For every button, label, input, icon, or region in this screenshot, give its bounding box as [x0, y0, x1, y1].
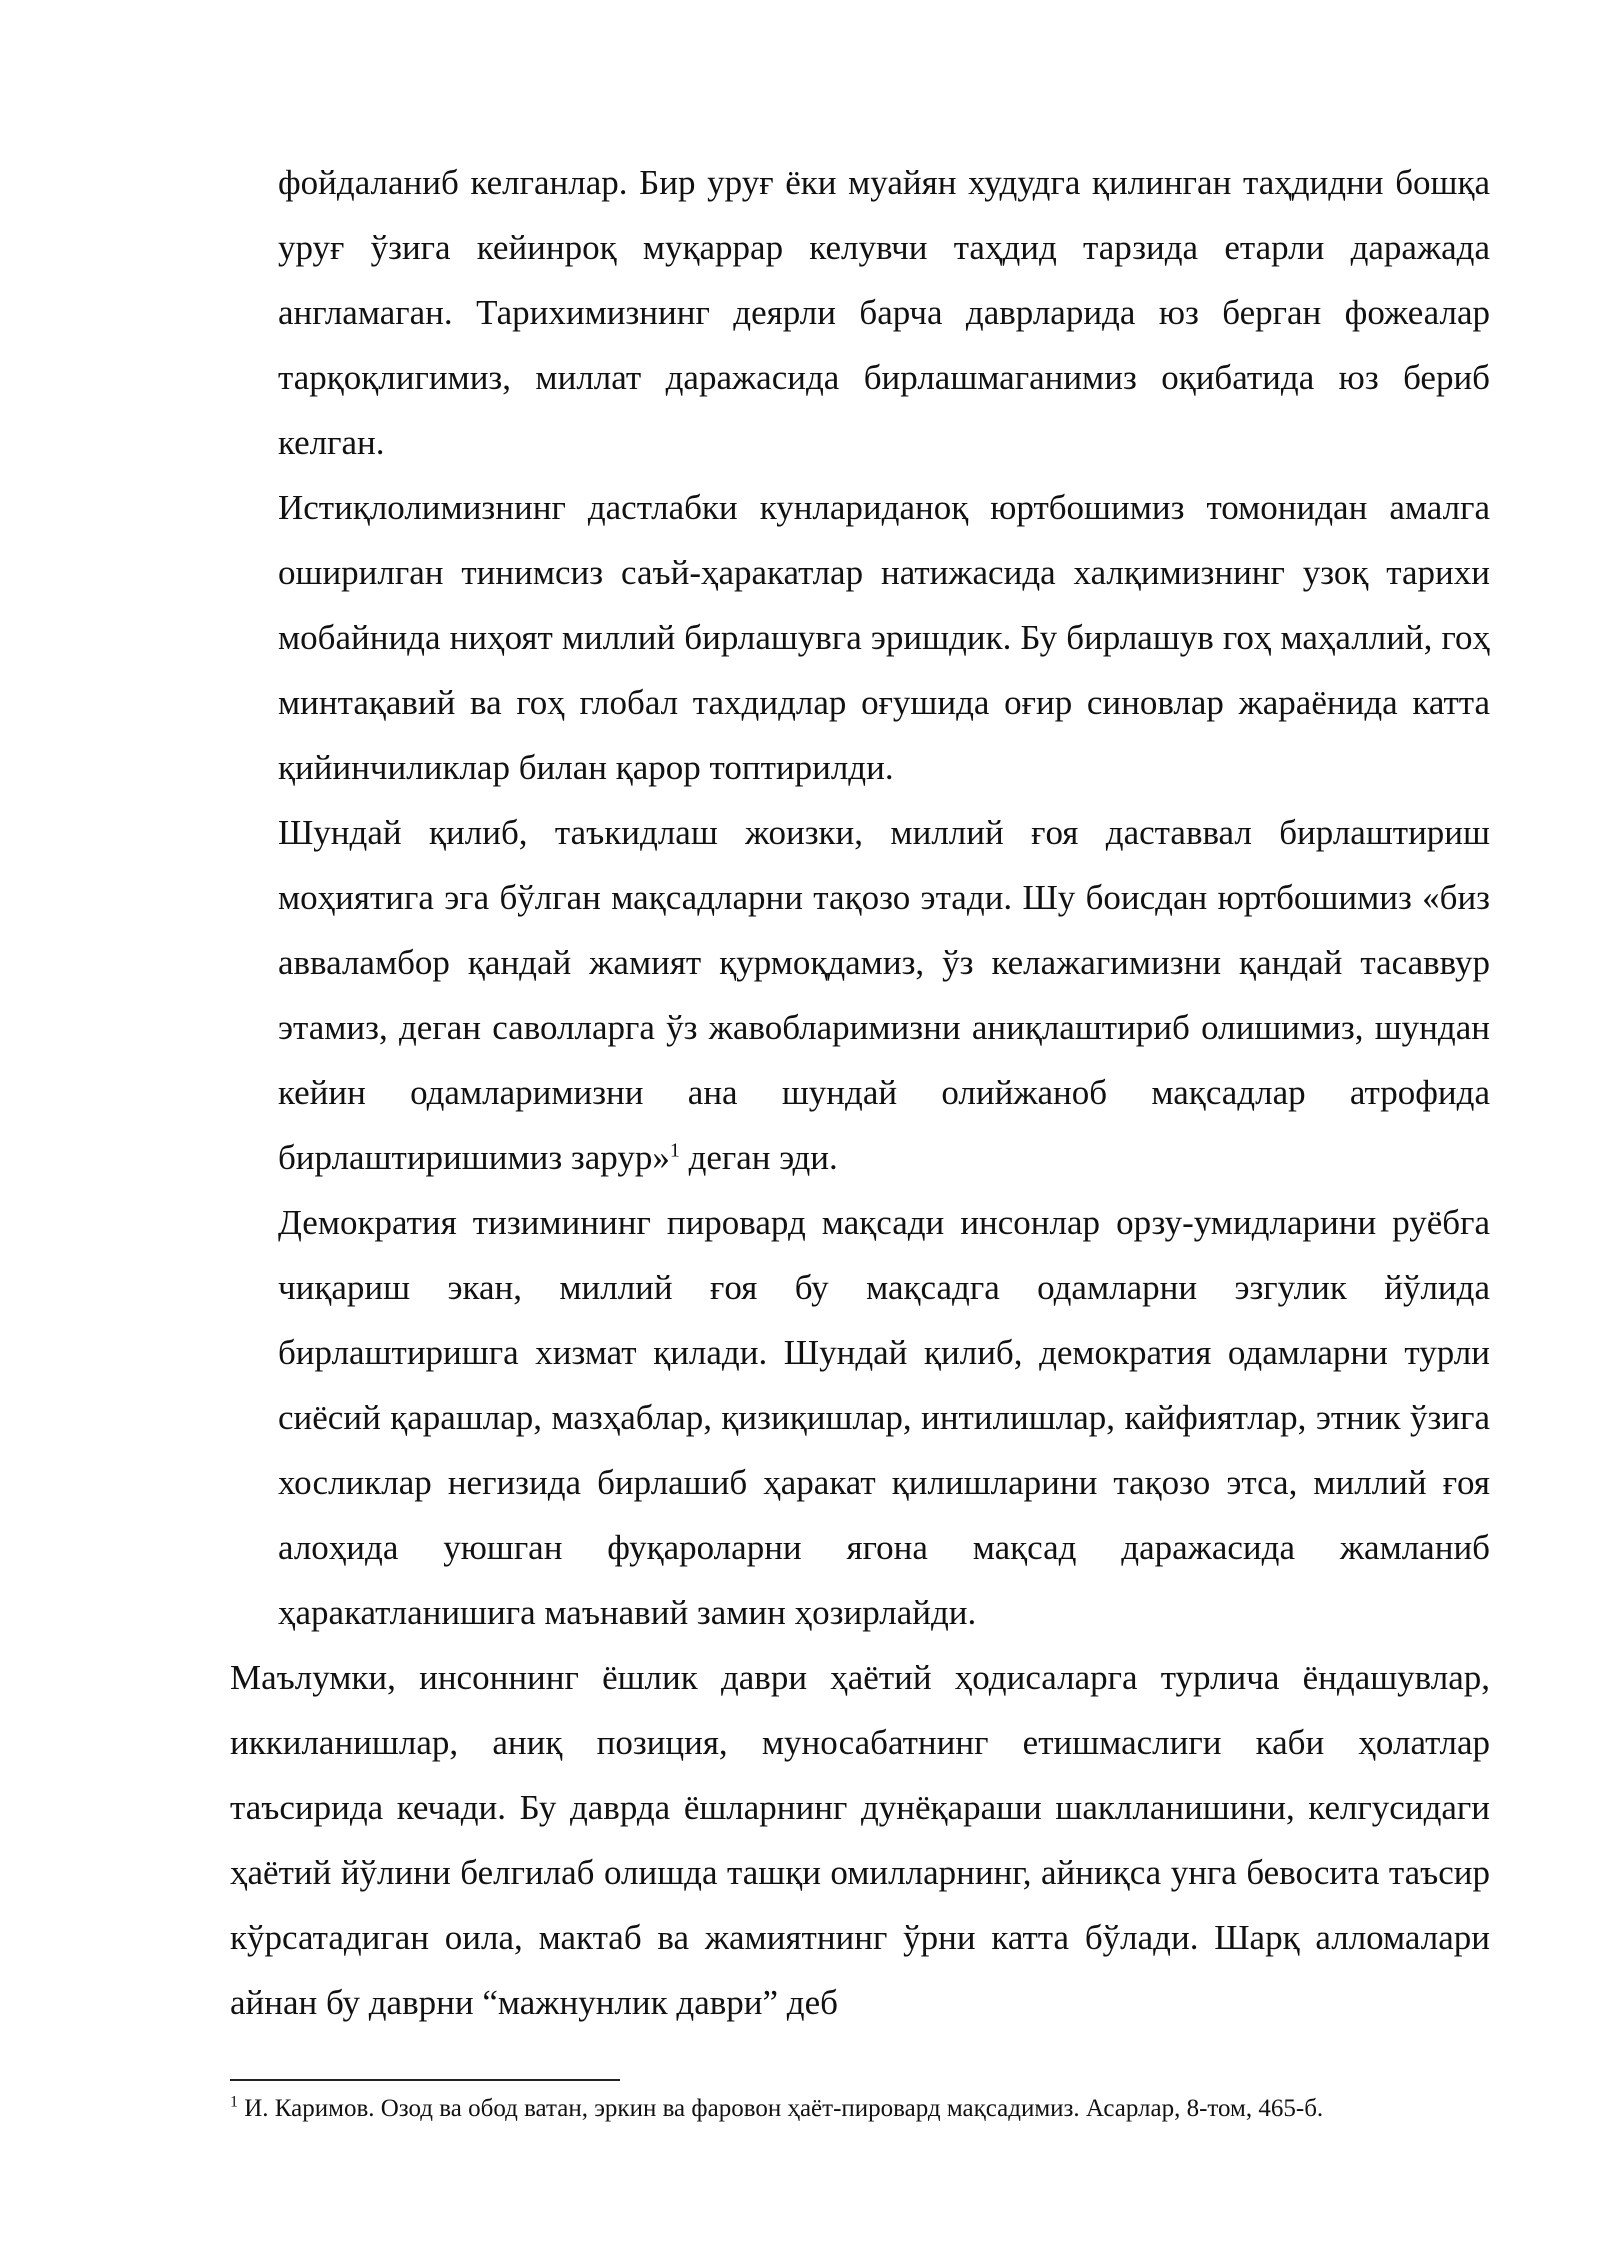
paragraph-3-text: Шундай қилиб, таъкидлаш жоизки, миллий ғоя даставвал бирлаштириш моҳиятига эга бўлган мақсадларни тақозо этади. Шу боисдан юртбошимиз «биз аввалaмбор қандай жамият қурмоқдамиз, ўз келажагимизни қандай тасаввур этамиз, деган саволларга ўз жавобларимизни аниқлаштириб олишимиз, шундан кейин одамларимизни ана шундай олийжаноб мақсадлар атрофида бирлаштиришимиз зарур» — [278, 813, 1490, 1177]
paragraph-2: Истиқлолимизнинг дастлабки кунлариданоқ юртбошимиз томонидан амалга оширилган тинимсиз саъй-ҳаракатлар натижасида халқимизнинг узоқ тарихи мобайнида ниҳоят миллий бирлашувга эришдик. Бу бирлашув гоҳ маҳаллий, гоҳ минтақавий ва гоҳ глобал тахдидлар оғушида оғир синовлар жараёнида катта қийинчиликлар билан қарор топтирилди. — [278, 488, 1490, 787]
footnote — [230, 2092, 1490, 2126]
paragraph-3-text-end: деган эди. — [679, 1138, 838, 1177]
footnote-mark: 1 — [230, 2093, 238, 2111]
paragraph-4: Демократия тизимининг пировард мақсади инсонлар орзу-умидларини руёбга чиқариш экан, миллий ғоя бу мақсадга одамларни эзгулик йўлида бирлаштиришга хизмат қилади. Шундай қилиб, демократия одамларни турли сиёсий қарашлар, мазҳаблар, қизиқишлар, интилишлар, кайфиятлар, этник ўзига хосликлар негизида бирлашиб ҳаракат қилишларини тақозо этса, миллий ғоя алоҳида уюшган фуқароларни ягона мақсад даражасида жамланиб ҳаракатланишига маънавий замин ҳозирлайди. — [278, 1203, 1490, 1632]
footnote-reference: 1 — [669, 1139, 680, 1162]
footnote-text: И. Каримов. Озод ва обод ватан, эркин ва фаровон ҳаёт-пировард мақсадимиз. Асарлар, 8-том, 465-б. — [238, 2095, 1324, 2122]
paragraph-1: фойдаланиб келганлар. Бир уруғ ёки муайян худудга қилинган таҳдидни бошқа уруғ ўзига кейинроқ муқаррар келувчи таҳдид тарзида етарли даражада англамаган. Тарихимизнинг деярли барча даврларида юз берган фожеалар тарқоқлигимиз, миллат даражасида бирлашмаганимиз оқибатида юз бериб келган. — [278, 163, 1490, 462]
main-text — [230, 150, 1490, 2035]
paragraph-5: Маълумки, инсоннинг ёшлик даври ҳаётий ҳодисаларга турлича ёндашувлар, иккиланишлар, аниқ позиция, муносабатнинг етишмаслиги каби ҳолатлар таъсирида кечади. Бу даврда ёшларнинг дунёқараши шаклланишини, келгусидаги ҳаётий йўлини белгилаб олишда ташқи омилларнинг, айниқса унга бевосита таъсир кўрсатадиган оила, мактаб ва жамиятнинг ўрни катта бўлади. Шарқ алломалари айнан бу даврни “мажнунлик даври” деб — [230, 1658, 1490, 2022]
paragraph-3 — [230, 800, 1490, 1190]
footnote-separator — [230, 2079, 620, 2081]
